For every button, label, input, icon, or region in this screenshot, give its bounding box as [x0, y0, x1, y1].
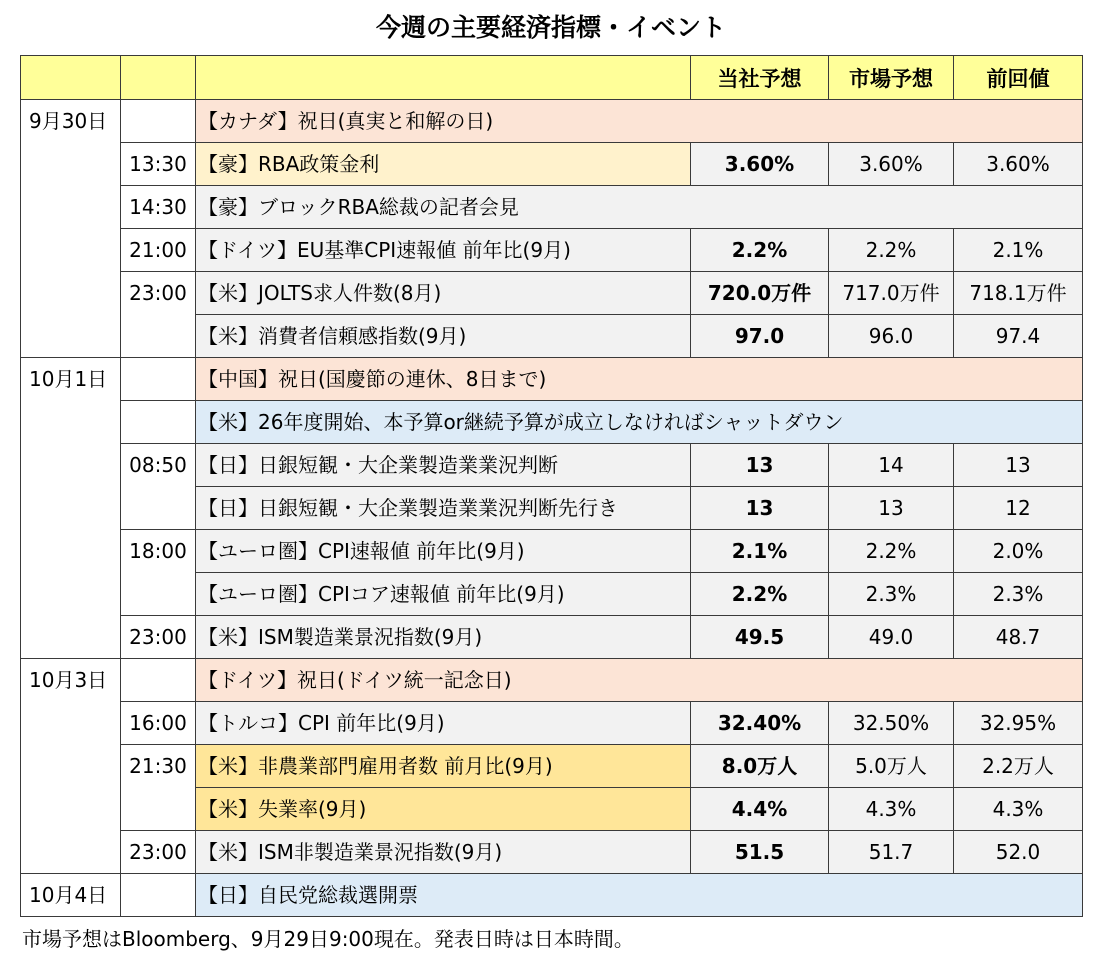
- header-previous-value: 前回値: [954, 56, 1083, 100]
- time-cell: 23:00: [121, 831, 196, 874]
- market-forecast-cell: 14: [829, 444, 954, 487]
- previous-value-cell: 2.0%: [954, 530, 1083, 573]
- ours-forecast-cell: 97.0: [691, 315, 829, 358]
- market-forecast-cell: 717.0万件: [829, 272, 954, 315]
- previous-value-cell: 718.1万件: [954, 272, 1083, 315]
- table-row: [21, 874, 1083, 917]
- market-forecast-cell: 49.0: [829, 616, 954, 659]
- time-cell: [121, 659, 196, 702]
- market-forecast-cell: 4.3%: [829, 788, 954, 831]
- previous-value-cell: 2.1%: [954, 229, 1083, 272]
- time-cell: 08:50: [121, 444, 196, 530]
- table-row: [21, 530, 1083, 573]
- page-title: 今週の主要経済指標・イベント: [375, 13, 726, 42]
- time-cell: 13:30: [121, 143, 196, 186]
- ours-forecast-cell: 720.0万件: [691, 272, 829, 315]
- market-forecast-cell: 2.2%: [829, 530, 954, 573]
- header-time-cell: [121, 56, 196, 100]
- ours-forecast-cell: 8.0万人: [691, 745, 829, 788]
- table-row: [21, 358, 1083, 401]
- header-date-cell: [21, 56, 121, 100]
- table-row: [21, 401, 1083, 444]
- time-cell: [121, 100, 196, 143]
- header-row: [21, 56, 1083, 100]
- event-cell: 【ドイツ】EU基準CPI速報値 前年比(9月): [196, 229, 691, 272]
- time-cell: 16:00: [121, 702, 196, 745]
- ours-forecast-cell: 2.2%: [691, 229, 829, 272]
- market-forecast-cell: 96.0: [829, 315, 954, 358]
- event-cell: 【米】JOLTS求人件数(8月): [196, 272, 691, 315]
- date-cell: 9月30日: [21, 100, 121, 358]
- previous-value-cell: 2.3%: [954, 573, 1083, 616]
- table-row: [21, 229, 1083, 272]
- event-cell: 【米】ISM製造業景況指数(9月): [196, 616, 691, 659]
- previous-value-cell: 2.2万人: [954, 745, 1083, 788]
- event-cell: 【ユーロ圏】CPI速報値 前年比(9月): [196, 530, 691, 573]
- table-row: [21, 831, 1083, 874]
- market-forecast-cell: 2.3%: [829, 573, 954, 616]
- date-cell: 10月3日: [21, 659, 121, 874]
- market-forecast-cell: 51.7: [829, 831, 954, 874]
- event-cell: 【日】日銀短観・大企業製造業業況判断先行き: [196, 487, 691, 530]
- time-cell: 14:30: [121, 186, 196, 229]
- previous-value-cell: 48.7: [954, 616, 1083, 659]
- previous-value-cell: 32.95%: [954, 702, 1083, 745]
- event-cell: 【カナダ】祝日(真実と和解の日): [196, 100, 1083, 143]
- market-forecast-cell: 3.60%: [829, 143, 954, 186]
- ours-forecast-cell: 13: [691, 444, 829, 487]
- header-market-forecast: 市場予想: [829, 56, 954, 100]
- event-cell: 【ドイツ】祝日(ドイツ統一記念日): [196, 659, 1083, 702]
- market-forecast-cell: 13: [829, 487, 954, 530]
- table-row: [21, 143, 1083, 186]
- time-cell: 23:00: [121, 616, 196, 659]
- ours-forecast-cell: 4.4%: [691, 788, 829, 831]
- event-cell: 【中国】祝日(国慶節の連休、8日まで): [196, 358, 1083, 401]
- market-forecast-cell: 2.2%: [829, 229, 954, 272]
- ours-forecast-cell: 49.5: [691, 616, 829, 659]
- previous-value-cell: 12: [954, 487, 1083, 530]
- table-body: [21, 100, 1083, 917]
- ours-forecast-cell: 3.60%: [691, 143, 829, 186]
- event-cell: 【米】ISM非製造業景況指数(9月): [196, 831, 691, 874]
- ours-forecast-cell: 51.5: [691, 831, 829, 874]
- time-cell: [121, 874, 196, 917]
- event-cell: 【日】自民党総裁選開票: [196, 874, 1083, 917]
- event-cell: 【米】非農業部門雇用者数 前月比(9月): [196, 745, 691, 788]
- table-row: [21, 272, 1083, 315]
- event-cell: 【ユーロ圏】CPIコア速報値 前年比(9月): [196, 573, 691, 616]
- time-cell: 21:00: [121, 229, 196, 272]
- market-forecast-cell: 5.0万人: [829, 745, 954, 788]
- previous-value-cell: 97.4: [954, 315, 1083, 358]
- event-cell: 【豪】RBA政策金利: [196, 143, 691, 186]
- event-cell: 【米】26年度開始、本予算or継続予算が成立しなければシャットダウン: [196, 401, 1083, 444]
- header-ours-forecast: 当社予想: [691, 56, 829, 100]
- time-cell: 18:00: [121, 530, 196, 616]
- time-cell: [121, 401, 196, 444]
- ours-forecast-cell: 2.2%: [691, 573, 829, 616]
- ours-forecast-cell: 13: [691, 487, 829, 530]
- table-row: [21, 616, 1083, 659]
- previous-value-cell: 4.3%: [954, 788, 1083, 831]
- table-header: [21, 56, 1083, 100]
- header-event-cell: [196, 56, 691, 100]
- previous-value-cell: 52.0: [954, 831, 1083, 874]
- event-cell: 【米】失業率(9月): [196, 788, 691, 831]
- table-row: [21, 702, 1083, 745]
- market-forecast-cell: 32.50%: [829, 702, 954, 745]
- event-cell: 【トルコ】CPI 前年比(9月): [196, 702, 691, 745]
- event-cell: 【日】日銀短観・大企業製造業業況判断: [196, 444, 691, 487]
- table-row: [21, 100, 1083, 143]
- event-cell: 【米】消費者信頼感指数(9月): [196, 315, 691, 358]
- date-cell: 10月1日: [21, 358, 121, 659]
- date-cell: 10月4日: [21, 874, 121, 917]
- table-row: [21, 745, 1083, 788]
- economic-calendar-table: [20, 55, 1083, 917]
- time-cell: 21:30: [121, 745, 196, 831]
- ours-forecast-cell: 2.1%: [691, 530, 829, 573]
- table-row: [21, 186, 1083, 229]
- footnote: 市場予想はBloomberg、9月29日9:00現在。発表日時は日本時間。: [22, 927, 634, 951]
- time-cell: [121, 358, 196, 401]
- ours-forecast-cell: 32.40%: [691, 702, 829, 745]
- previous-value-cell: 3.60%: [954, 143, 1083, 186]
- previous-value-cell: 13: [954, 444, 1083, 487]
- table-row: [21, 659, 1083, 702]
- table-row: [21, 444, 1083, 487]
- event-cell: 【豪】ブロックRBA総裁の記者会見: [196, 186, 1083, 229]
- time-cell: 23:00: [121, 272, 196, 358]
